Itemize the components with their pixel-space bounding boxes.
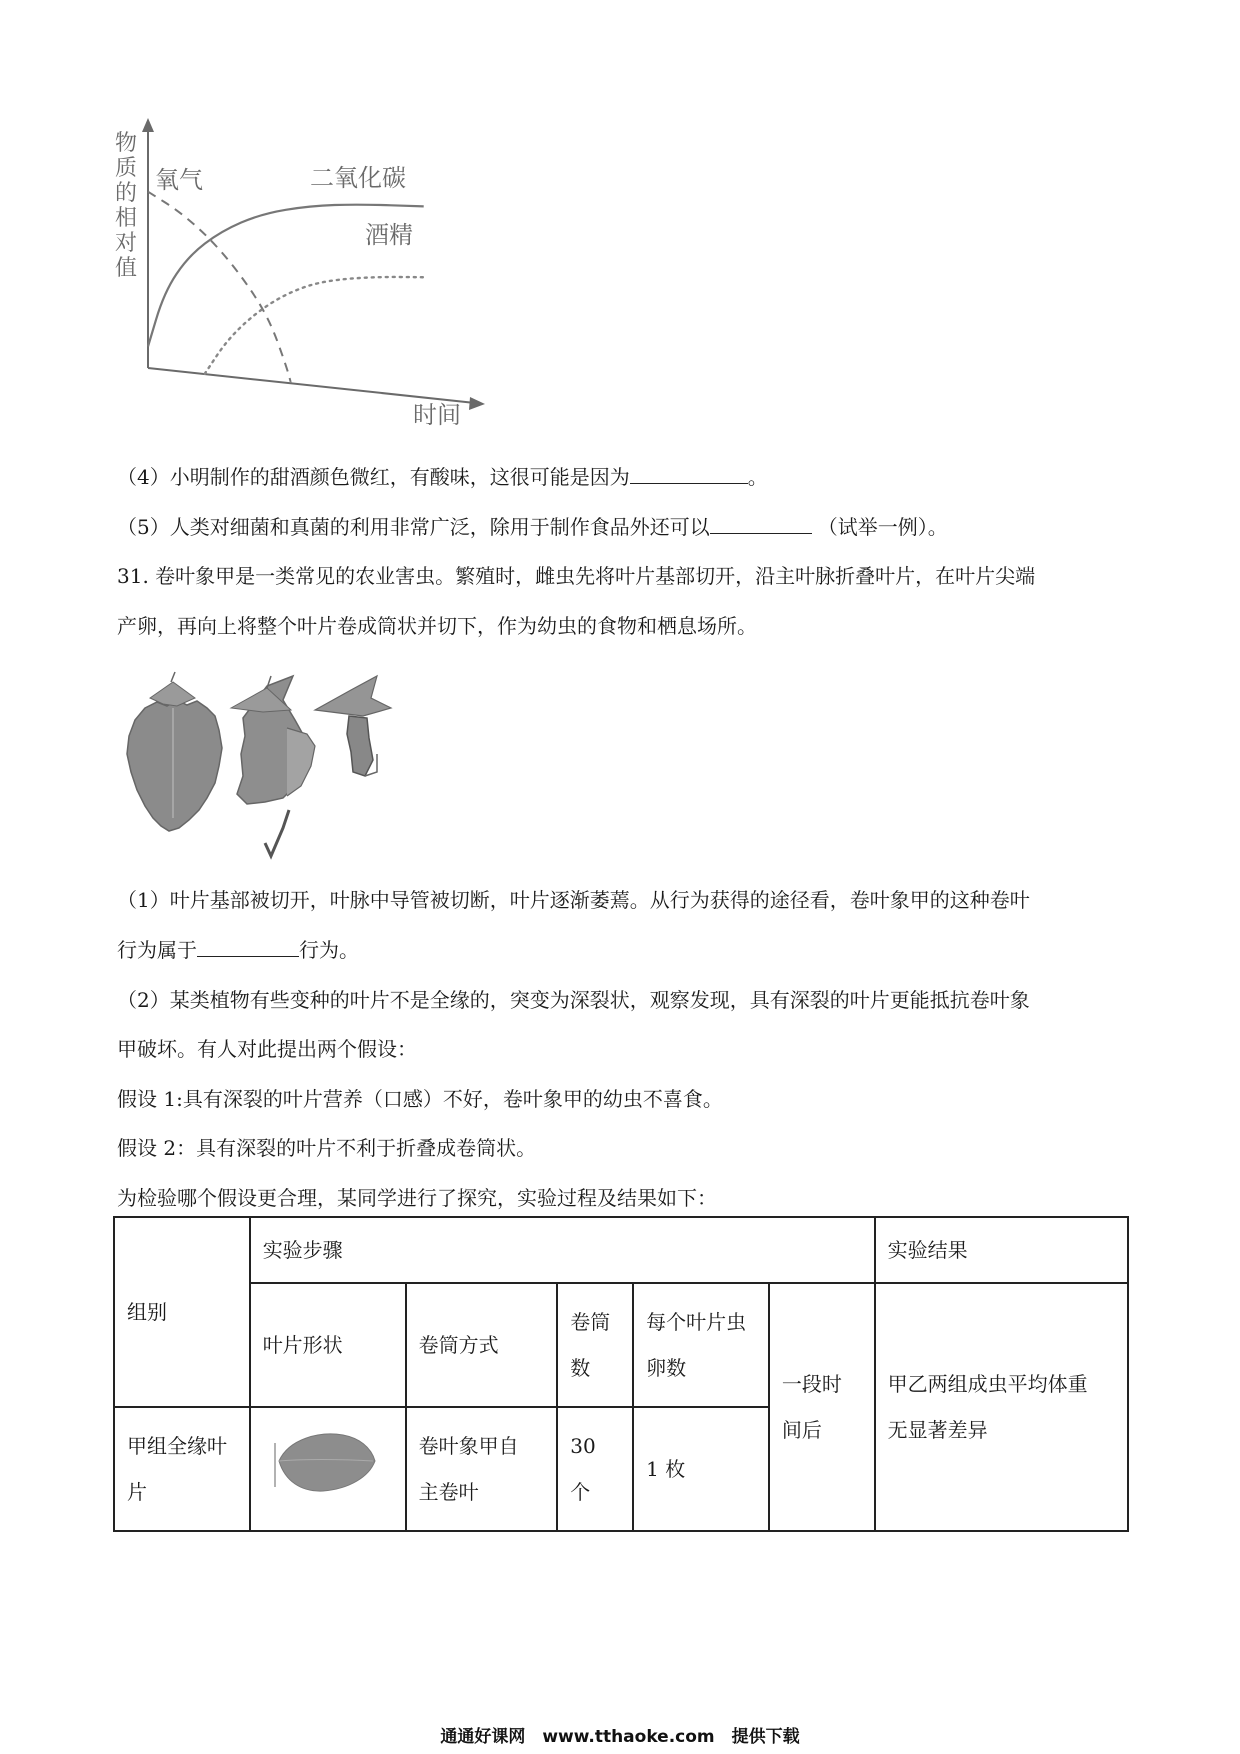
- answer-blank-4[interactable]: [630, 463, 748, 484]
- x-axis-arrow: [469, 397, 485, 410]
- result-line-1: 甲乙两组成虫平均体重: [887, 1372, 1088, 1396]
- row1-group-cell: [114, 1407, 250, 1531]
- series-label-co2: 二氧化碳: [310, 164, 406, 192]
- y-axis-label-char: 对: [115, 231, 138, 256]
- col-count-cell: [557, 1283, 633, 1407]
- row1-method-cell: [406, 1407, 558, 1531]
- row1-shape-cell: [250, 1407, 406, 1531]
- experiment-table: [113, 1216, 1129, 1532]
- y-axis-label-char: 值: [115, 256, 138, 281]
- col-eggs-line-1: 每个叶片虫: [646, 1310, 747, 1334]
- question-31-2-line-2: 甲破坏。有人对此提出两个假设：: [117, 1037, 417, 1061]
- question-31-line-2: 产卵，再向上将整个叶片卷成筒状并切下，作为幼虫的食物和栖息场所。: [117, 614, 757, 638]
- line-chart: [115, 118, 495, 438]
- row1-method-line-2: 主卷叶: [418, 1480, 479, 1504]
- col-count-line-2: 数: [570, 1356, 591, 1380]
- whole-margin-leaf-image: [261, 1421, 381, 1501]
- steps-header: 实验步骤: [262, 1238, 343, 1262]
- row1-group-line-2: 片: [127, 1480, 147, 1504]
- hypothesis-2: 假设 2：具有深裂的叶片不利于折叠成卷筒状。: [117, 1136, 537, 1160]
- question-5-text: （5）人类对细菌和真菌的利用非常广泛，除用于制作食品外还可以: [117, 515, 710, 539]
- col-shape-cell: [250, 1283, 406, 1407]
- group-header-cell: [114, 1217, 250, 1407]
- steps-header-cell: [250, 1217, 875, 1283]
- question-4-text: （4）小明制作的甜酒颜色微红，有酸味，这很可能是因为: [117, 465, 630, 489]
- question-5-end: （试举一例）。: [817, 515, 948, 539]
- hypothesis-1: 假设 1:具有深裂的叶片营养（口感）不好，卷叶象甲的幼虫不喜食。: [117, 1087, 723, 1111]
- y-axis-label: [115, 131, 137, 281]
- y-axis-label-char: 相: [115, 206, 138, 231]
- y-axis-arrow: [142, 118, 154, 132]
- y-axis-label-char: 质: [115, 156, 138, 181]
- y-axis-label-char: 的: [115, 181, 138, 206]
- y-axis-label-char: 物: [115, 131, 138, 156]
- col-method-cell: [406, 1283, 558, 1407]
- table-header-row: [114, 1217, 1128, 1283]
- question-31-1-line-1: （1）叶片基部被切开，叶脉中导管被切断，叶片逐渐萎蔫。从行为获得的途径看，卷叶象甲的这种卷叶: [117, 888, 1030, 912]
- x-axis-label: 时间: [413, 401, 461, 429]
- question-31-1-end: 行为。: [299, 938, 359, 962]
- col-eggs-line-2: 卵数: [646, 1356, 687, 1380]
- whole-leaf-image: [127, 672, 222, 831]
- group-header: 组别: [127, 1300, 167, 1324]
- answer-blank-31-1[interactable]: [197, 936, 299, 957]
- row1-method-line-1: 卷叶象甲自: [418, 1434, 519, 1458]
- col-method: 卷筒方式: [418, 1333, 499, 1357]
- col-count-line-1: 卷筒: [570, 1310, 611, 1334]
- col-time-cell: [769, 1283, 875, 1531]
- col-eggs-cell: [633, 1283, 769, 1407]
- row1-count: 30 个: [570, 1434, 596, 1504]
- folding-leaf-image: [231, 676, 315, 856]
- result-header: 实验结果: [887, 1238, 968, 1262]
- question-31-1-text: 行为属于: [117, 938, 197, 962]
- page-footer: 通通好课网 www.tthaoke.com 提供下载: [440, 1727, 800, 1747]
- experiment-intro: 为检验哪个假设更合理，某同学进行了探究，实验过程及结果如下：: [117, 1186, 717, 1210]
- series-alcohol-line: [205, 277, 424, 374]
- col-shape: 叶片形状: [262, 1333, 343, 1357]
- question-31-2-line-1: （2）某类植物有些变种的叶片不是全缘的，突变为深裂状，观察发现，具有深裂的叶片更能抵抗卷叶象: [117, 988, 1030, 1012]
- question-4: [117, 463, 768, 491]
- result-line-2: 无显著差异: [887, 1418, 988, 1442]
- series-label-alcohol: 酒精: [365, 221, 413, 249]
- x-axis: [148, 368, 475, 403]
- col-time-line-1: 一段时: [781, 1372, 842, 1396]
- result-cell: [875, 1283, 1128, 1531]
- answer-blank-5[interactable]: [710, 513, 812, 534]
- row1-eggs: 1 枚: [646, 1457, 686, 1481]
- question-31-1-line-2: [117, 936, 359, 964]
- leaf-rolling-illustration: [115, 668, 435, 863]
- row1-count-cell: [557, 1407, 633, 1531]
- question-4-end: 。: [747, 465, 768, 489]
- row1-group-line-1: 甲组全缘叶: [127, 1434, 227, 1458]
- table-subheader-row: [114, 1283, 1128, 1407]
- result-header-cell: [875, 1217, 1128, 1283]
- col-time-line-2: 间后: [781, 1418, 822, 1442]
- row1-eggs-cell: [633, 1407, 769, 1531]
- rolled-leaf-image: [315, 676, 391, 776]
- question-5: [117, 513, 948, 541]
- series-label-oxygen: 氧气: [155, 166, 203, 194]
- question-31-line-1: 31. 卷叶象甲是一类常见的农业害虫。繁殖时，雌虫先将叶片基部切开，沿主叶脉折叠叶片，在叶片尖端: [117, 564, 1036, 588]
